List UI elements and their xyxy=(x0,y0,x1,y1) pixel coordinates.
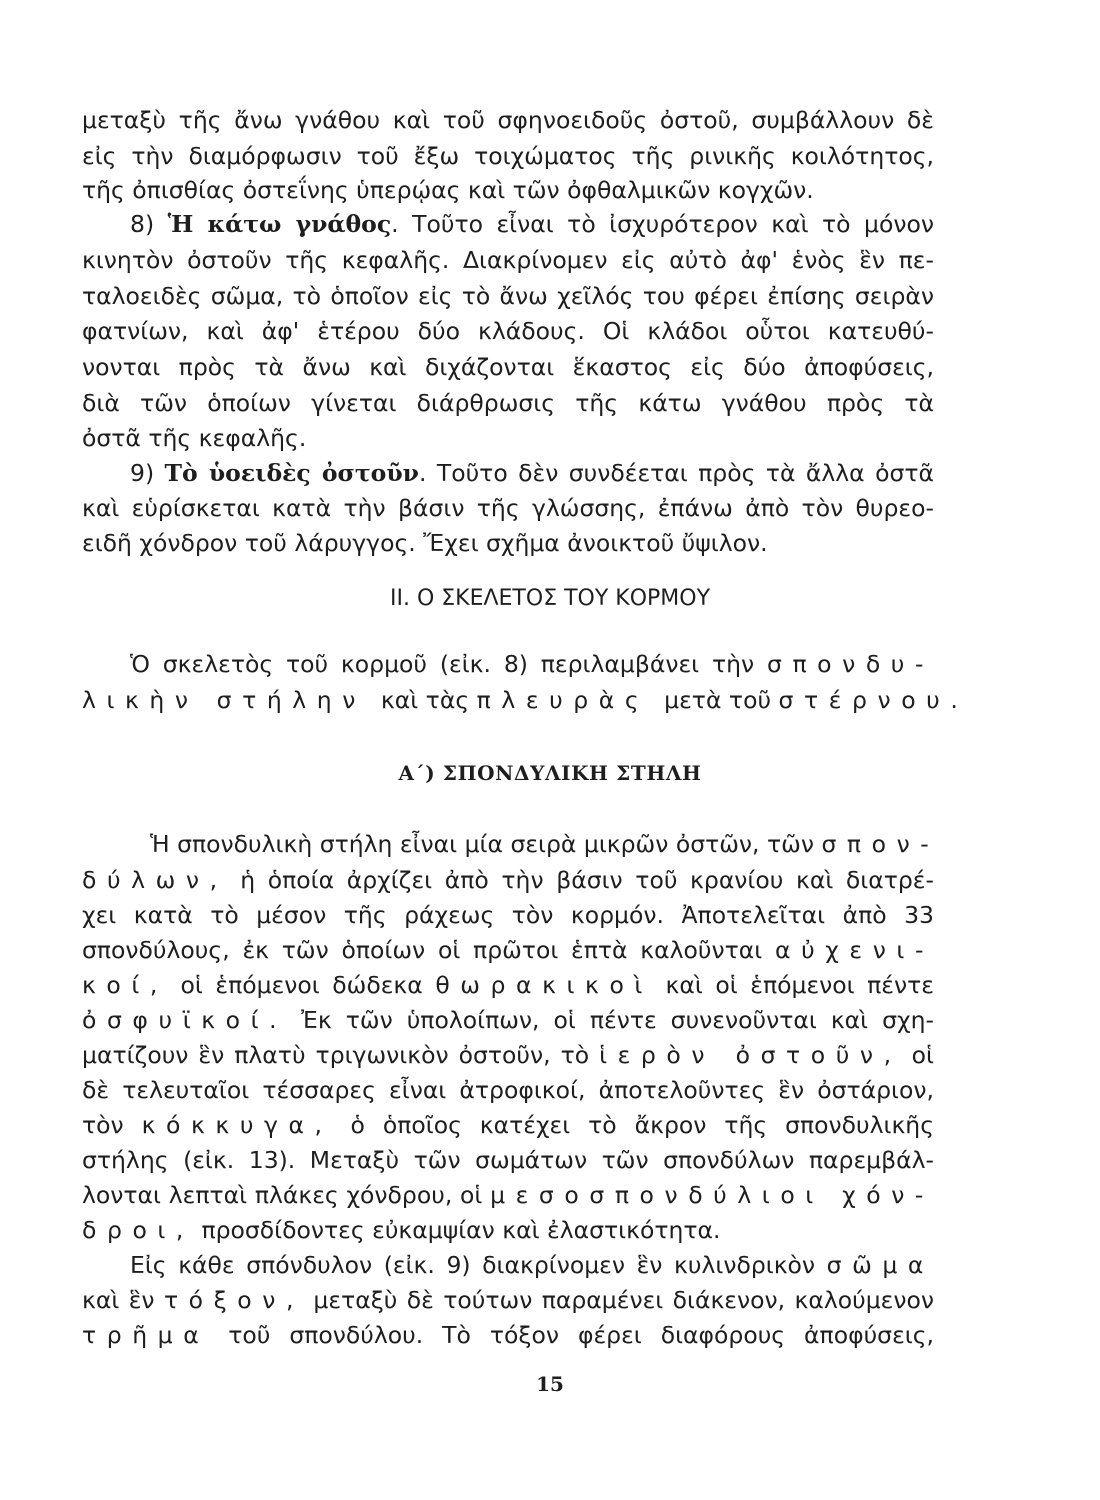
text-line xyxy=(82,1317,934,1353)
spaced-term: τόξον, xyxy=(163,1286,304,1314)
text-line xyxy=(82,1107,934,1143)
spaced-term: δροι, xyxy=(82,1216,194,1244)
spaced-term: κόκκυγα, xyxy=(141,1111,333,1139)
text-line: μεταξὺ τῆς ἄνω γνάθου καὶ τοῦ σφηνοειδοῦς ὀστοῦ, συμβάλλουν δὲ xyxy=(82,106,934,134)
text-span: σπονδύλους, ἐκ τῶν ὁποίων οἱ πρῶτοι ἑπτὰ καλοῦνται xyxy=(82,936,763,964)
spaced-term: πλευρὰς xyxy=(476,686,650,714)
spaced-term: μεσοσπονδύλιοι χόν- xyxy=(490,1181,934,1209)
text-span: ματίζουν ἓν πλατὺ τριγωνικὸν ὀστοῦν, τὸ xyxy=(82,1041,590,1069)
spaced-term: σπον- xyxy=(821,830,940,858)
text-line: τῆς ὀπισθίας ὀστεΐνης ὑπερῴας καὶ τῶν ὀφθαλμικῶν κογχῶν. xyxy=(82,176,814,204)
text-line: καὶ εὑρίσκεται κατὰ τὴν βάσιν τῆς γλώσσης, ἐπάνω ἀπὸ τὸν θυρεο- xyxy=(82,494,934,522)
item-title: Τὸ ὑοειδὲς ὀστοῦν xyxy=(164,459,419,487)
text-span: Ἐκ τῶν ὑπολοίπων, οἱ πέντε συνενοῦνται καὶ σχη- xyxy=(301,1006,934,1034)
text-span: Εἰς κάθε σπόνδυλον (εἰκ. 9) διακρίνομεν ἓν κυλινδρικὸν xyxy=(130,1251,816,1279)
text-span: προσδίδοντες εὐκαμψίαν καὶ ἐλαστικότητα. xyxy=(201,1216,721,1244)
text-line: στήλης (εἰκ. 13). Μεταξὺ τῶν σωμάτων τῶν σπονδύλων παρεμβάλ- xyxy=(82,1146,934,1174)
text-span: καὶ ἓν xyxy=(82,1286,155,1314)
spaced-term: δύλων, xyxy=(82,866,228,894)
spaced-term: λικὴν στήλην xyxy=(82,686,366,714)
text-span: μεταξὺ δὲ τούτων παραμένει διάκενον, καλούμενον xyxy=(313,1286,935,1314)
text-span: ἡ ὁποία ἀρχίζει ἀπὸ τὴν βάσιν τοῦ κρανίου καὶ διατρέ- xyxy=(240,866,934,894)
text-span: Ὁ σκελετὸς τοῦ κορμοῦ (εἰκ. 8) περιλαμβάνει τὴν xyxy=(130,650,755,678)
text-line xyxy=(82,967,934,1003)
item-number: 9) xyxy=(130,459,155,487)
text-line xyxy=(82,682,969,718)
text-line xyxy=(82,932,934,968)
spaced-term: θωρακικοὶ xyxy=(435,971,653,999)
spaced-term: κοί, xyxy=(82,971,168,999)
page-number: 15 xyxy=(536,1372,564,1396)
text-span: καὶ οἱ ἑπόμενοι πέντε xyxy=(665,971,934,999)
text-line: νονται πρὸς τὰ ἄνω καὶ διχάζονται ἕκαστος εἰς δύο ἀποφύσεις, xyxy=(82,353,934,381)
text-line xyxy=(150,826,940,862)
item-9-first-line xyxy=(130,455,934,491)
text-line xyxy=(82,1037,934,1073)
spaced-term: σπονδυ- xyxy=(766,650,934,678)
text-span: Ἡ σπονδυλικὴ στήλη εἶναι μία σειρὰ μικρῶν ὀστῶν, τῶν xyxy=(150,830,814,858)
text-line xyxy=(82,862,934,898)
item-number: 8) xyxy=(130,210,155,238)
subsection-heading: Α΄) ΣΠΟΝΔΥΛΙΚΗ ΣΤΗΛΗ xyxy=(398,761,702,785)
spaced-term: τρῆμα xyxy=(82,1321,210,1349)
text-line: δὲ τελευταῖοι τέσσαρες εἶναι ἀτροφικοί, ἀποτελοῦντες ἓν ὀστάριον, xyxy=(82,1076,934,1104)
spaced-term: αὐχενι- xyxy=(775,936,934,964)
text-line xyxy=(130,646,934,682)
text-span: οἱ xyxy=(911,1041,934,1069)
text-span: καὶ τὰς xyxy=(380,686,470,714)
text-span: . Τοῦτο δὲν συνδέεται πρὸς τὰ ἄλλα ὀστᾶ xyxy=(418,459,934,487)
text-span: μετὰ τοῦ xyxy=(664,686,772,714)
text-line xyxy=(82,1177,934,1213)
text-line: ειδῆ χόνδρον τοῦ λάρυγγος. Ἔχει σχῆμα ἀνοικτοῦ ὔψιλον. xyxy=(82,529,768,557)
item-8-first-line xyxy=(130,206,934,242)
section-heading: II. Ο ΣΚΕΛΕΤΟΣ ΤΟΥ ΚΟΡΜΟΥ xyxy=(389,586,711,611)
text-line: κινητὸν ὀστοῦν τῆς κεφαλῆς. Διακρίνομεν εἰς αὐτὸ ἀφ' ἑνὸς ἓν πε- xyxy=(82,246,934,274)
text-line: διὰ τῶν ὁποίων γίνεται διάρθρωσις τῆς κάτω γνάθου πρὸς τὰ xyxy=(82,389,934,417)
text-line: εἰς τὴν διαμόρφωσιν τοῦ ἔξω τοιχώματος τῆς ρινικῆς κοιλότητος, xyxy=(82,142,934,170)
text-span: τὸν xyxy=(82,1111,124,1139)
text-span: . Τοῦτο εἶναι τὸ ἰσχυρότερον καὶ τὸ μόνον xyxy=(391,210,934,238)
text-line xyxy=(82,1212,934,1248)
text-span: λονται λεπταὶ πλάκες χόνδρου, οἱ xyxy=(82,1181,483,1209)
text-line: ταλοειδὲς σῶμα, τὸ ὁποῖον εἰς τὸ ἄνω χεῖλός του φέρει ἐπίσης σειρὰν xyxy=(82,282,934,310)
spaced-term: ἱερὸν ὀστοῦν, xyxy=(599,1041,902,1069)
spaced-term: σῶμα xyxy=(826,1251,934,1279)
spaced-term: ὀσφυϊκοί. xyxy=(82,1006,288,1034)
text-span: τοῦ σπονδύλου. Τὸ τόξον φέρει διαφόρους ἀποφύσεις, xyxy=(228,1321,934,1349)
spaced-term: στέρνου. xyxy=(778,686,969,714)
text-line xyxy=(82,1282,934,1318)
text-line: φατνίων, καὶ ἀφ' ἑτέρου δύο κλάδους. Οἱ κλάδοι οὗτοι κατευθύ- xyxy=(82,317,934,345)
text-span: ὁ ὁποῖος κατέχει τὸ ἄκρον τῆς σπονδυλικῆς xyxy=(350,1111,934,1139)
text-line: ὀστᾶ τῆς κεφαλῆς. xyxy=(82,424,307,452)
text-span: οἱ ἑπόμενοι δώδεκα xyxy=(180,971,423,999)
text-line: χει κατὰ τὸ μέσον τῆς ράχεως τὸν κορμόν. Ἀποτελεῖται ἀπὸ 33 xyxy=(82,901,934,929)
text-line xyxy=(130,1247,934,1283)
text-line xyxy=(82,1002,934,1038)
item-title: Ἡ κάτω γνάθος xyxy=(167,210,392,238)
